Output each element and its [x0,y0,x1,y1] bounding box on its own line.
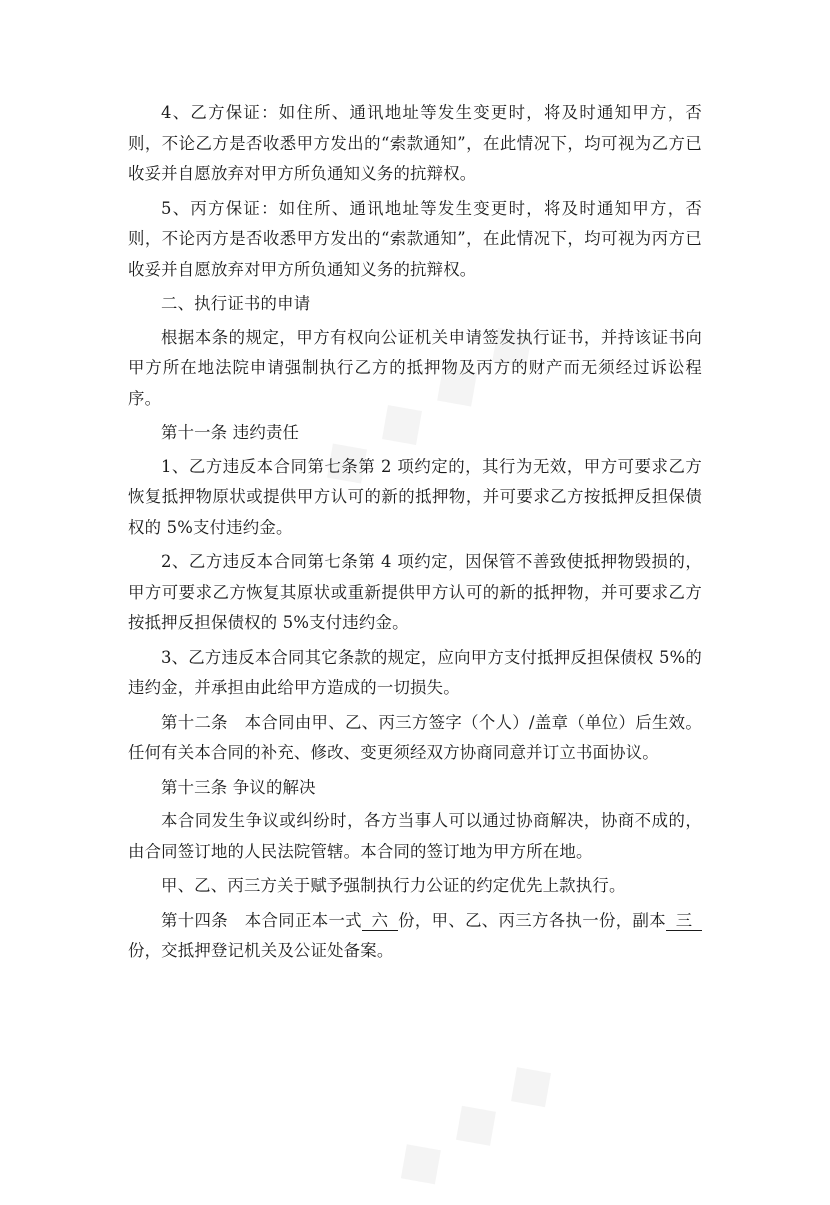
article-14-text-part2: 份，甲、乙、丙三方各执一份，副本 [397,910,666,930]
article-11-item-2: 2、乙方违反本合同第七条第 4 项约定，因保管不善致使抵押物毁损的，甲方可要求乙方恢复其原状或重新提供甲方认可的新的抵押物，并可要求乙方按抵押反担保债权的 5%支付违约金。 [128,552,702,632]
article-11-item-3: 3、乙方违反本合同其它条款的规定，应向甲方支付抵押反担保债权 5%的违约金，并承担由此给甲方造成的一切损失。 [128,647,702,697]
clause-4-guarantee-paragraph: 4、乙方保证：如住所、通讯地址等发生变更时，将及时通知甲方，否则，不论乙方是否收悉甲方发出的“索款通知”，在此情况下，均可视为乙方已收妥并自愿放弃对甲方所负通知义务的抗辩权。 [128,103,702,183]
document-body [128,98,702,971]
notarization-priority-paragraph: 甲、乙、丙三方关于赋予强制执行力公证的约定优先上款执行。 [161,876,626,895]
article-14-paragraph [128,906,702,967]
copy-count-blank: 三 [666,912,702,931]
article-11-heading: 第十一条 违约责任 [161,423,300,442]
clause-5-guarantee-paragraph: 5、丙方保证：如住所、通讯地址等发生变更时，将及时通知甲方，否则，不论丙方是否收悉甲方发出的“索款通知”，在此情况下，均可视为丙方已收妥并自愿放弃对甲方所负通知义务的抗辩权。 [128,198,702,279]
execution-certificate-paragraph: 根据本条的规定，甲方有权向公证机关申请签发执行证书，并持该证书向甲方所在地法院申请强制执行乙方的抵押物及丙方的财产而无须经过诉讼程序。 [128,327,702,408]
article-11-item-1: 1、乙方违反本合同第七条第 2 项约定的，其行为无效，甲方可要求乙方恢复抵押物原状或提供甲方认可的新的抵押物，并可要求乙方按抵押反担保债权的 5%支付违约金。 [128,456,702,537]
article-14-text-part3: 份，交抵押登记机关及公证处备案。 [128,941,394,960]
original-count-blank: 六 [362,912,398,931]
watermark [377,1029,585,1205]
article-12-paragraph: 第十二条 本合同由甲、乙、丙三方签字（个人）/盖章（单位）后生效。任何有关本合同的补充、修改、变更须经双方协商同意并订立书面协议。 [128,712,702,762]
article-13-heading: 第十三条 争议的解决 [161,777,316,797]
dispute-resolution-paragraph: 本合同发生争议或纠纷时，各方当事人可以通过协商解决，协商不成的，由合同签订地的人民法院管辖。本合同的签订地为甲方所在地。 [128,811,702,861]
section-heading-execution-certificate: 二、执行证书的申请 [161,294,311,313]
article-14-text-part1: 第十四条 本合同正本一式 [161,910,362,930]
